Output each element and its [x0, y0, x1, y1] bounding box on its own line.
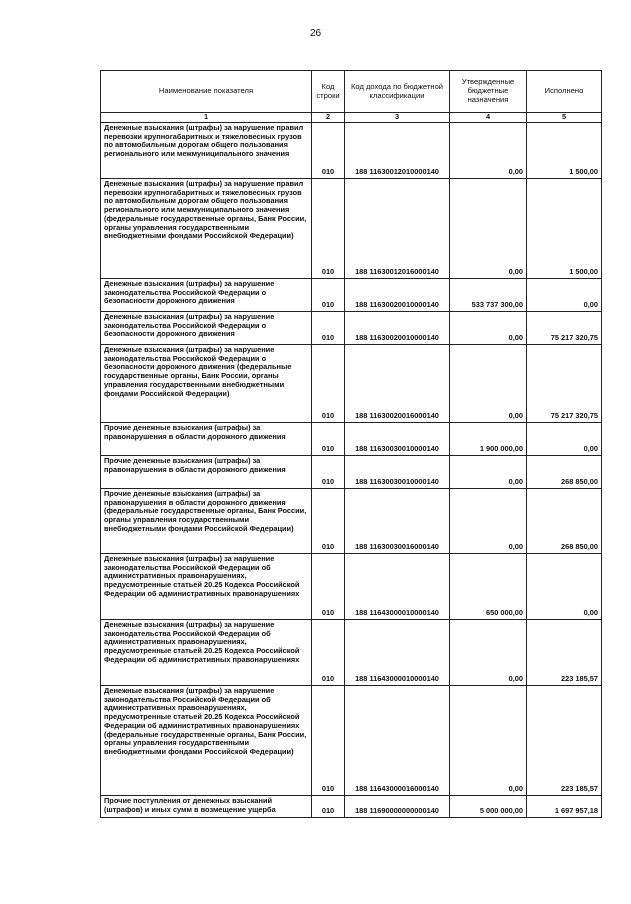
- header-executed: Исполнено: [527, 71, 602, 113]
- table-row: [101, 456, 602, 489]
- row-approved: 533 737 300,00: [450, 279, 527, 312]
- row-executed: 75 217 320,75: [527, 312, 602, 345]
- row-name: Денежные взыскания (штрафы) за нарушение законодательства Российской Федерации об административных правонарушениях, предусмотренные статьей 20.25 Кодекса Российской Федерации об административных правонарушениях (федеральные государственные органы, Банк России, органы управления государственными внебюджетными фондами Российской Федерации): [101, 686, 312, 796]
- row-code: 010: [312, 686, 345, 796]
- row-kbk: 188 11690000000000140: [345, 796, 450, 818]
- header-approved: Утвержденные бюджетные назначения: [450, 71, 527, 113]
- header-kbk: Код дохода по бюджетной классификации: [345, 71, 450, 113]
- row-approved: 0,00: [450, 345, 527, 423]
- row-approved: 0,00: [450, 489, 527, 554]
- row-approved: 1 900 000,00: [450, 423, 527, 456]
- row-name: Денежные взыскания (штрафы) за нарушение законодательства Российской Федерации о безопасности дорожного движения: [101, 279, 312, 312]
- row-executed: 1 697 957,18: [527, 796, 602, 818]
- row-code: 010: [312, 489, 345, 554]
- column-number: 1: [101, 113, 312, 123]
- row-approved: 0,00: [450, 686, 527, 796]
- row-kbk: 188 11630020010000140: [345, 312, 450, 345]
- row-kbk: 188 11630030010000140: [345, 423, 450, 456]
- row-code: 010: [312, 345, 345, 423]
- column-number: 3: [345, 113, 450, 123]
- row-approved: 5 000 000,00: [450, 796, 527, 818]
- row-kbk: 188 11630020010000140: [345, 279, 450, 312]
- column-number-row: [101, 113, 602, 123]
- column-number: 2: [312, 113, 345, 123]
- row-executed: 0,00: [527, 554, 602, 620]
- row-name: Прочие денежные взыскания (штрафы) за правонарушения в области дорожного движения (федеральные государственные органы, Банк России, органы управления государственными внебюджетными фондами Российской Федерации): [101, 489, 312, 554]
- row-executed: 75 217 320,75: [527, 345, 602, 423]
- row-name: Денежные взыскания (штрафы) за нарушение правил перевозки крупногабаритных и тяжеловесных грузов по автомобильным дорогам общего пользования регионального или межмуниципального значения (федеральные государственные органы, Банк России, органы управления государственными внебюджетными фондами Российской Федерации): [101, 179, 312, 279]
- row-executed: 268 850,00: [527, 489, 602, 554]
- row-kbk: 188 11643000010000140: [345, 620, 450, 686]
- row-name: Денежные взыскания (штрафы) за нарушение законодательства Российской Федерации об административных правонарушениях, предусмотренные статьей 20.25 Кодекса Российской Федерации об административных правонарушениях: [101, 554, 312, 620]
- table-row: [101, 179, 602, 279]
- row-kbk: 188 11630012010000140: [345, 123, 450, 179]
- row-executed: 1 500,00: [527, 123, 602, 179]
- row-code: 010: [312, 312, 345, 345]
- table-row: [101, 796, 602, 818]
- table-row: [101, 423, 602, 456]
- row-kbk: 188 11630030016000140: [345, 489, 450, 554]
- column-number: 4: [450, 113, 527, 123]
- table-row: [101, 312, 602, 345]
- row-name: Денежные взыскания (штрафы) за нарушение законодательства Российской Федерации о безопасности дорожного движения: [101, 312, 312, 345]
- header-row: [101, 71, 602, 113]
- row-executed: 223 185,57: [527, 686, 602, 796]
- row-executed: 1 500,00: [527, 179, 602, 279]
- table-row: [101, 345, 602, 423]
- row-approved: 650 000,00: [450, 554, 527, 620]
- header-code: Код строки: [312, 71, 345, 113]
- row-executed: 0,00: [527, 279, 602, 312]
- revenue-report-table: [100, 70, 602, 818]
- row-name: Денежные взыскания (штрафы) за нарушение законодательства Российской Федерации об административных правонарушениях, предусмотренные статьей 20.25 Кодекса Российской Федерации об административных правонарушениях: [101, 620, 312, 686]
- row-code: 010: [312, 179, 345, 279]
- row-kbk: 188 11643000010000140: [345, 554, 450, 620]
- row-executed: 268 850,00: [527, 456, 602, 489]
- row-executed: 0,00: [527, 423, 602, 456]
- table-row: [101, 620, 602, 686]
- row-name: Денежные взыскания (штрафы) за нарушение законодательства Российской Федерации о безопасности дорожного движения (федеральные государственные органы, Банк России, органы управления государственными внебюджетными фондами Российской Федерации): [101, 345, 312, 423]
- row-kbk: 188 11630020016000140: [345, 345, 450, 423]
- table-row: [101, 123, 602, 179]
- row-approved: 0,00: [450, 620, 527, 686]
- row-name: Денежные взыскания (штрафы) за нарушение правил перевозки крупногабаритных и тяжеловесных грузов по автомобильным дорогам общего пользования регионального или межмуниципального значения: [101, 123, 312, 179]
- page-number: 26: [309, 28, 322, 39]
- row-approved: 0,00: [450, 179, 527, 279]
- table-row: [101, 489, 602, 554]
- row-code: 010: [312, 620, 345, 686]
- row-approved: 0,00: [450, 312, 527, 345]
- row-name: Прочие денежные взыскания (штрафы) за правонарушения в области дорожного движения: [101, 423, 312, 456]
- row-code: 010: [312, 423, 345, 456]
- row-code: 010: [312, 123, 345, 179]
- row-code: 010: [312, 554, 345, 620]
- row-approved: 0,00: [450, 123, 527, 179]
- table-row: [101, 279, 602, 312]
- row-kbk: 188 11630012016000140: [345, 179, 450, 279]
- row-kbk: 188 11630030010000140: [345, 456, 450, 489]
- row-kbk: 188 11643000016000140: [345, 686, 450, 796]
- row-approved: 0,00: [450, 456, 527, 489]
- row-code: 010: [312, 456, 345, 489]
- row-executed: 223 185,57: [527, 620, 602, 686]
- row-name: Прочие поступления от денежных взысканий (штрафов) и иных сумм в возмещение ущерба: [101, 796, 312, 818]
- column-number: 5: [527, 113, 602, 123]
- table-row: [101, 686, 602, 796]
- row-code: 010: [312, 796, 345, 818]
- row-code: 010: [312, 279, 345, 312]
- row-name: Прочие денежные взыскания (штрафы) за правонарушения в области дорожного движения: [101, 456, 312, 489]
- header-name: Наименование показателя: [101, 71, 312, 113]
- table-row: [101, 554, 602, 620]
